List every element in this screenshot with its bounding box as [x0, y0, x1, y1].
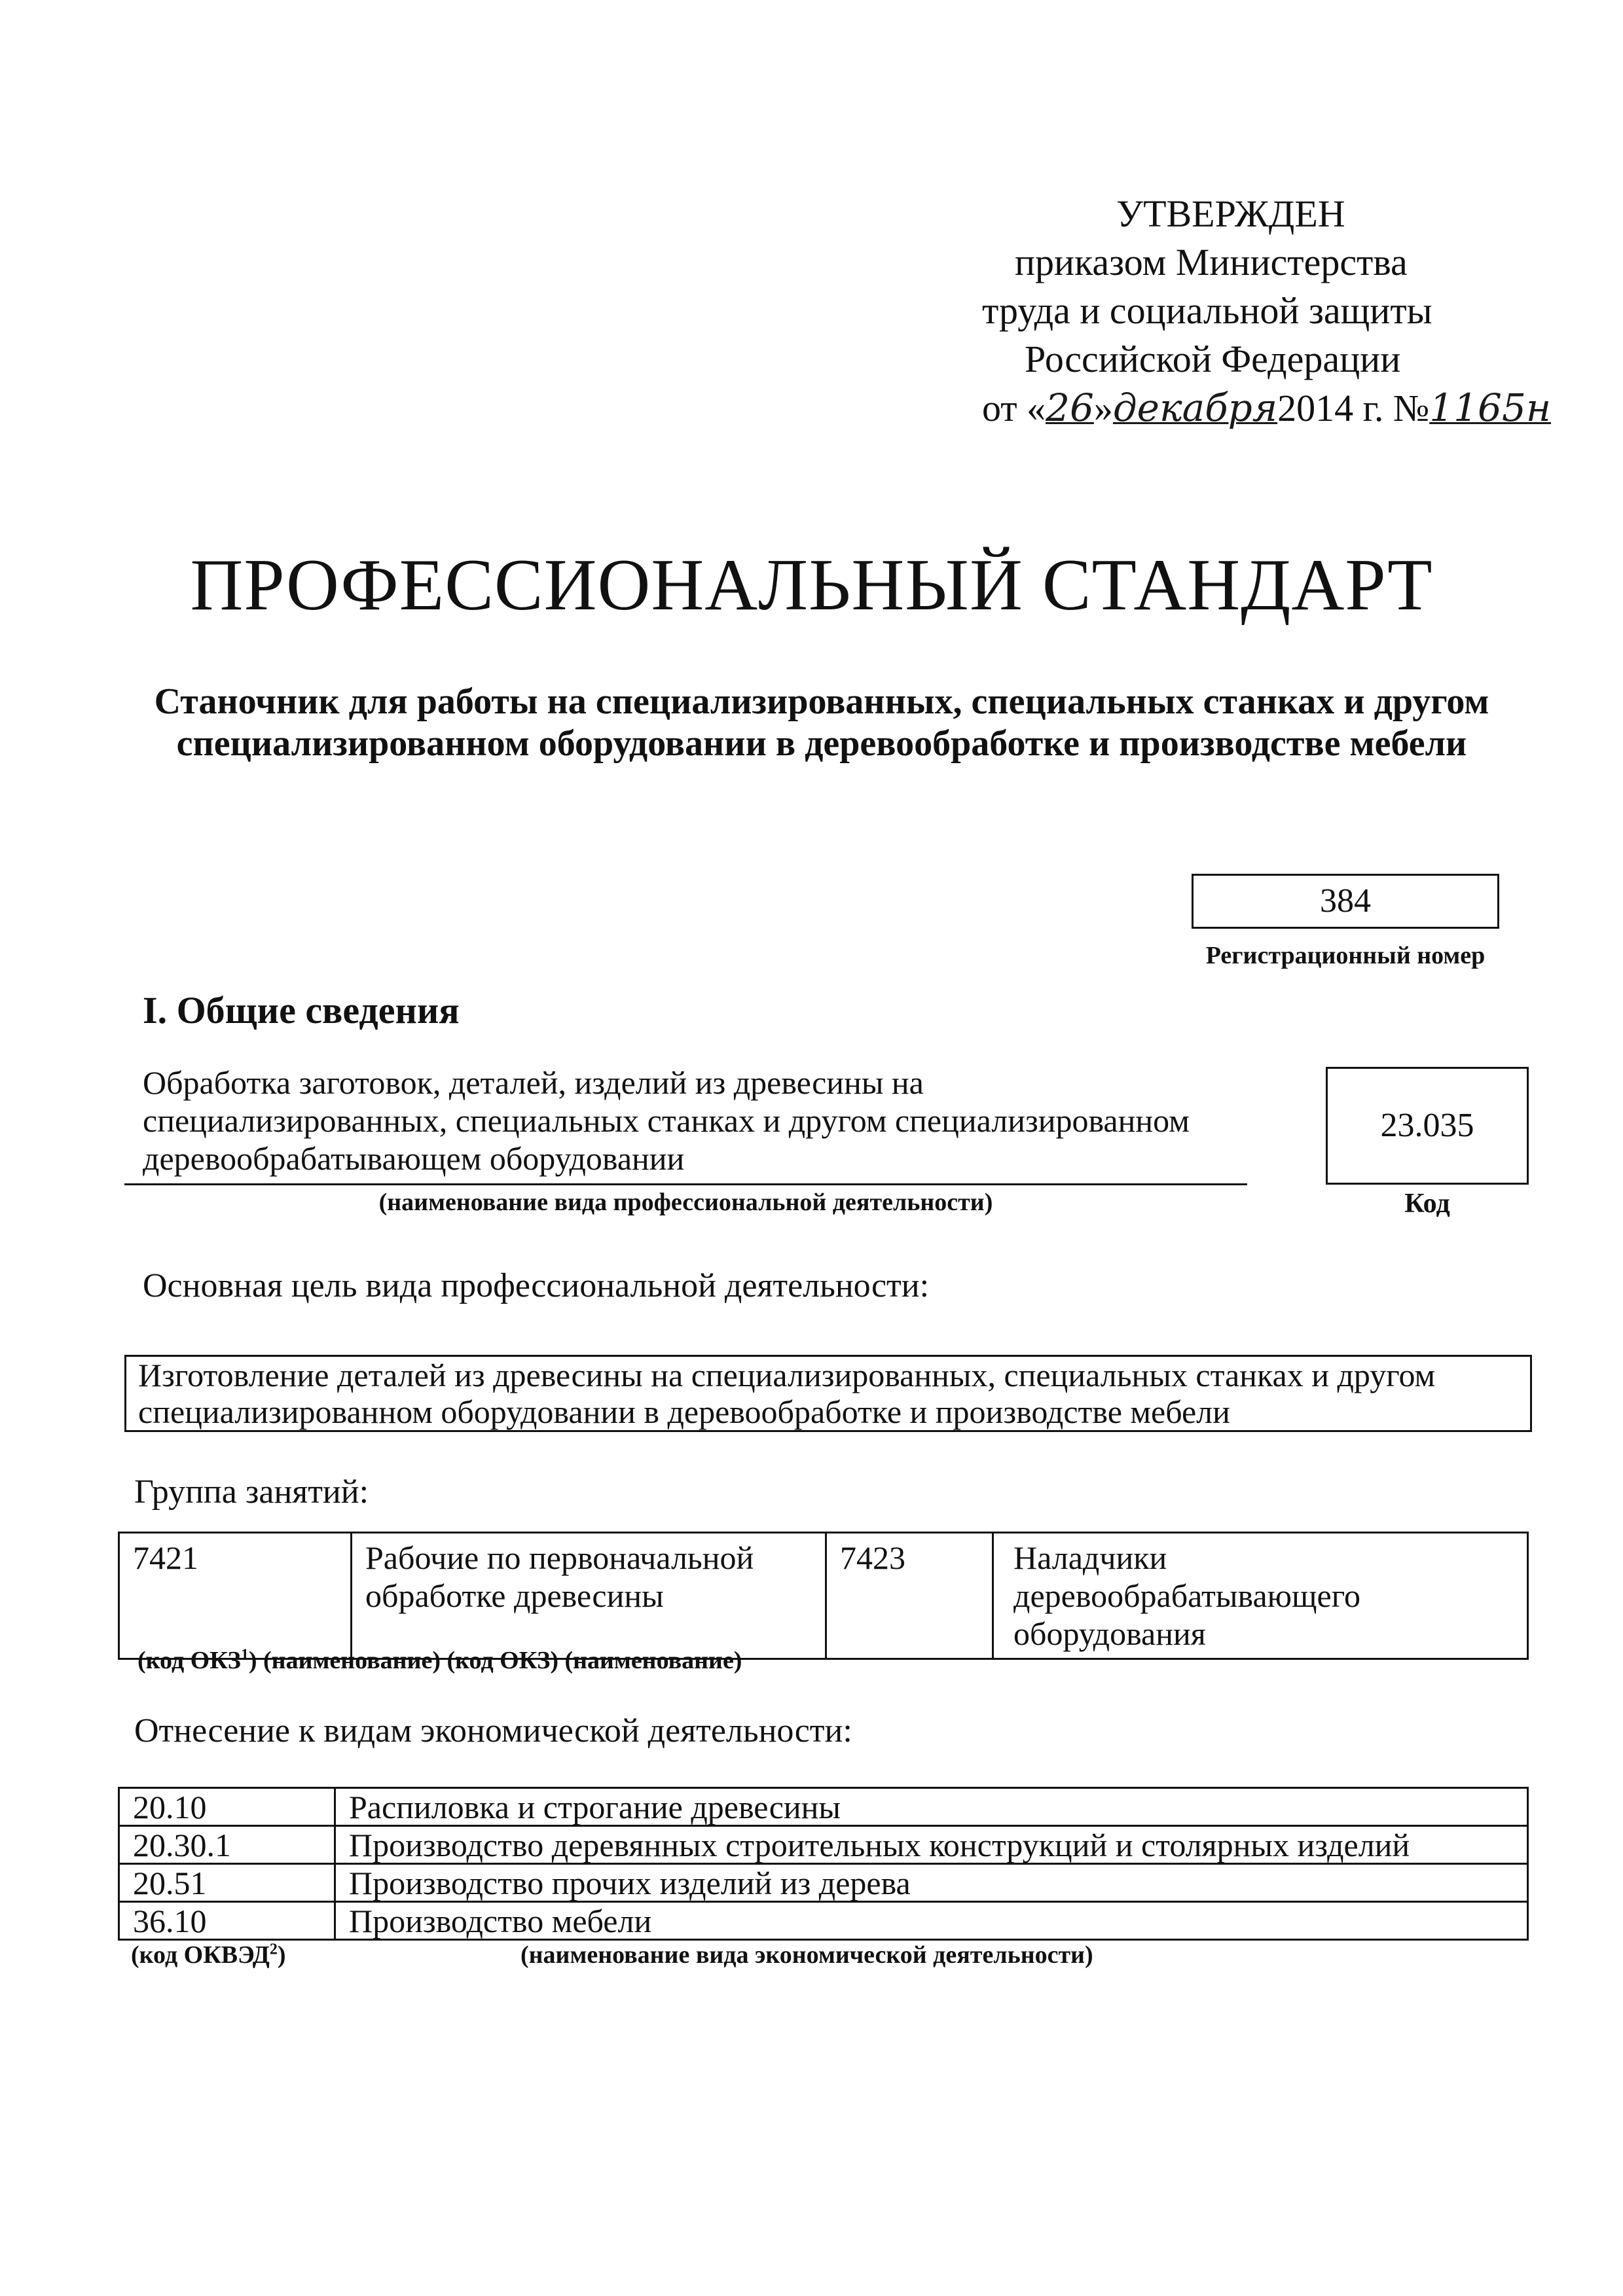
okved-code-cell: 36.10 — [119, 1902, 335, 1940]
caption-part: ) (наименование) (код ОКЗ) (наименование) — [248, 1647, 742, 1674]
registration-number-caption: Регистрационный номер — [1205, 942, 1486, 969]
approval-line: приказом Министерства — [1015, 241, 1408, 283]
date-day: 26 — [1046, 386, 1094, 430]
date-year: 2014 г. № — [1277, 387, 1430, 429]
approval-line: труда и социальной защиты — [982, 289, 1432, 332]
approval-date-line — [969, 384, 1552, 433]
okved-code-cell: 20.30.1 — [119, 1826, 335, 1864]
okved-name-cell: Производство прочих изделий из дерева — [335, 1864, 1528, 1902]
order-number: 1165н — [1429, 386, 1552, 430]
okved-code-cell: 20.51 — [119, 1864, 335, 1902]
okved-name-caption: (наименование вида экономической деятельности) — [520, 1941, 1093, 1969]
okz-name-cell: Наладчики деревообрабатывающего оборудования — [993, 1533, 1528, 1659]
date-month: декабря — [1112, 386, 1278, 430]
approval-block — [969, 190, 1552, 433]
table-row — [119, 1788, 1528, 1826]
table-row — [119, 1902, 1528, 1940]
occupation-group-caption — [137, 1646, 742, 1675]
footnote-marker: 2 — [269, 1941, 278, 1958]
okz-code-cell: 7421 — [119, 1533, 352, 1659]
economic-activity-label: Отнесение к видам экономической деятельности: — [134, 1712, 852, 1749]
approval-line: Российской Федерации — [1025, 338, 1401, 380]
caption-part: (код ОКВЭД — [131, 1941, 270, 1969]
date-mid: » — [1093, 387, 1113, 429]
okz-code-cell: 7423 — [826, 1533, 993, 1659]
okved-code-cell: 20.10 — [119, 1788, 335, 1826]
occupation-group-table — [118, 1532, 1529, 1660]
table-row — [119, 1533, 1528, 1659]
okved-name-cell: Распиловка и строгание древесины — [335, 1788, 1528, 1826]
activity-underline — [124, 1183, 1247, 1185]
date-prefix: от « — [982, 387, 1046, 429]
standard-name: Станочник для работы на специализированных, специальных станках и другом специализированном оборудовании в деревообработке и производстве мебели — [154, 681, 1489, 764]
okved-name-cell: Производство деревянных строительных конструкций и столярных изделий — [335, 1826, 1528, 1864]
okved-name-cell: Производство мебели — [335, 1902, 1528, 1940]
activity-name-caption: (наименование вида профессиональной деятельности) — [378, 1189, 993, 1216]
page-title: ПРОФЕССИОНАЛЬНЫЙ СТАНДАРТ — [190, 545, 1433, 626]
table-row — [119, 1864, 1528, 1902]
activity-code-caption: Код — [1404, 1189, 1450, 1219]
section-heading: I. Общие сведения — [143, 989, 460, 1031]
goal-label: Основная цель вида профессиональной деятельности: — [143, 1267, 930, 1304]
activity-name: Обработка заготовок, деталей, изделий из древесины на специализированных, специальных станках и другом специализированном деревообрабатывающем оборудовании — [143, 1064, 1190, 1177]
caption-part: (код ОКЗ — [137, 1647, 241, 1674]
occupation-group-label: Группа занятий: — [134, 1473, 369, 1511]
okved-code-caption — [131, 1941, 286, 1969]
footnote-marker: 1 — [240, 1646, 249, 1664]
table-row — [119, 1826, 1528, 1864]
goal-text-box: Изготовление деталей из древесины на специализированных, специальных станках и другом специализированном оборудовании в деревообработке и производстве мебели — [124, 1355, 1532, 1432]
okz-name-cell: Рабочие по первоначальной обработке древесины — [352, 1533, 826, 1659]
economic-activity-table — [118, 1787, 1529, 1941]
activity-code-box: 23.035 — [1326, 1067, 1529, 1185]
caption-part: ) — [277, 1941, 286, 1969]
registration-number-box: 384 — [1192, 874, 1499, 929]
approval-heading: УТВЕРЖДЕН — [1116, 192, 1345, 235]
